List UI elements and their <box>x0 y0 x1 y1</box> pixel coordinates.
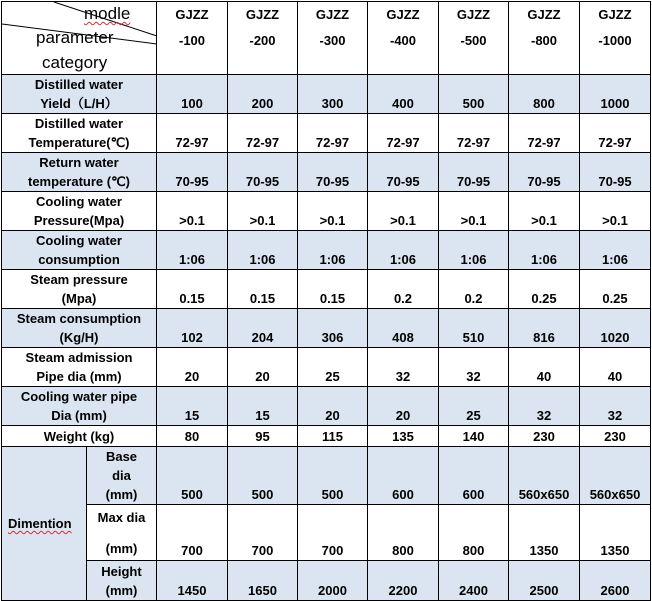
dimension-sub-label <box>87 505 157 561</box>
row-label-line: Weight (kg) <box>43 428 115 444</box>
table-cell: 0.25 <box>509 270 580 309</box>
row-label-line: Yield（L/H） <box>40 96 118 111</box>
row-label <box>2 231 157 270</box>
header-row <box>2 2 651 75</box>
row-label-line: Steam consumption <box>16 311 142 326</box>
corner-model-label: modle <box>84 4 131 23</box>
row-label <box>2 387 157 426</box>
table-cell: 140 <box>439 426 509 447</box>
table-cell: 72-97 <box>509 114 580 153</box>
table-cell: 800 <box>368 505 439 561</box>
table-cell: 800 <box>509 75 580 114</box>
dimension-sub-label <box>87 447 157 505</box>
corner-category-label: category <box>42 53 108 72</box>
row-label <box>2 348 157 387</box>
table-cell: 1650 <box>228 561 298 601</box>
model-prefix: GJZZ <box>456 7 491 22</box>
table-cell: 1:06 <box>157 231 228 270</box>
table-cell: >0.1 <box>157 192 228 231</box>
table-cell: 70-95 <box>439 153 509 192</box>
table-cell: 0.15 <box>228 270 298 309</box>
table-cell: 15 <box>157 387 228 426</box>
table-cell: 32 <box>580 387 651 426</box>
table-cell: 500 <box>298 447 368 505</box>
row-label <box>2 192 157 231</box>
table-cell: 95 <box>228 426 298 447</box>
table-cell: 40 <box>580 348 651 387</box>
dimension-sub-label-line: dia <box>112 468 131 483</box>
table-row <box>2 231 651 270</box>
row-label-line: Pressure(Mpa) <box>33 213 125 228</box>
table-cell: 20 <box>298 387 368 426</box>
model-header <box>228 2 298 75</box>
table-cell: 25 <box>298 348 368 387</box>
corner-cell <box>2 2 157 75</box>
dimension-sub-label-line: (mm) <box>105 540 138 556</box>
table-cell: 70-95 <box>228 153 298 192</box>
table-cell: 2500 <box>509 561 580 601</box>
table-row <box>2 270 651 309</box>
dimension-sub-label <box>87 561 157 601</box>
table-cell: 2400 <box>439 561 509 601</box>
table-cell: 40 <box>509 348 580 387</box>
table-cell: 1350 <box>509 505 580 561</box>
table-cell: 306 <box>298 309 368 348</box>
model-prefix: GJZZ <box>598 7 632 22</box>
row-label-line: Dia (mm) <box>51 408 107 423</box>
model-suffix: -200 <box>249 33 276 48</box>
table-cell: 72-97 <box>368 114 439 153</box>
table-cell: 0.15 <box>157 270 228 309</box>
model-header <box>439 2 509 75</box>
table-cell: 1000 <box>580 75 651 114</box>
row-label <box>2 270 157 309</box>
table-cell: 2600 <box>580 561 651 601</box>
table-cell: 2200 <box>368 561 439 601</box>
table-cell: 560x650 <box>509 447 580 505</box>
model-prefix: GJZZ <box>245 7 280 22</box>
table-cell: 32 <box>439 348 509 387</box>
table-cell: 72-97 <box>298 114 368 153</box>
table-cell: 200 <box>228 75 298 114</box>
table-cell: 230 <box>580 426 651 447</box>
row-label-line: Steam admission <box>25 350 133 365</box>
table-cell: 1020 <box>580 309 651 348</box>
table-cell: 0.2 <box>368 270 439 309</box>
table-cell: 0.25 <box>580 270 651 309</box>
table-cell: 70-95 <box>368 153 439 192</box>
table-cell: 80 <box>157 426 228 447</box>
table-cell: 560x650 <box>580 447 651 505</box>
table-cell: 510 <box>439 309 509 348</box>
row-label-line: Cooling water pipe <box>20 389 138 404</box>
table-row <box>2 114 651 153</box>
table-cell: 32 <box>509 387 580 426</box>
table-row <box>2 387 651 426</box>
table-cell: 20 <box>157 348 228 387</box>
model-prefix: GJZZ <box>315 7 350 22</box>
row-label-line: Pipe dia (mm) <box>36 369 122 384</box>
table-cell: >0.1 <box>439 192 509 231</box>
row-label-line: Temperature(℃) <box>28 135 130 150</box>
row-label-line: Distilled water <box>34 116 124 131</box>
table-cell: 230 <box>509 426 580 447</box>
table-cell: 1:06 <box>368 231 439 270</box>
table-cell: 204 <box>228 309 298 348</box>
table-cell: >0.1 <box>228 192 298 231</box>
model-header <box>157 2 228 75</box>
table-cell: 135 <box>368 426 439 447</box>
table-cell: 700 <box>298 505 368 561</box>
table-cell: 72-97 <box>580 114 651 153</box>
table-cell: 1450 <box>157 561 228 601</box>
table-cell: 32 <box>368 348 439 387</box>
table-cell: 2000 <box>298 561 368 601</box>
table-cell: 1:06 <box>580 231 651 270</box>
table-cell: 600 <box>439 447 509 505</box>
table-row <box>2 75 651 114</box>
table-cell: 70-95 <box>580 153 651 192</box>
table-cell: 15 <box>228 387 298 426</box>
row-label-line: (Kg/H) <box>59 330 99 345</box>
row-label <box>2 114 157 153</box>
table-cell: 500 <box>228 447 298 505</box>
table-row <box>2 309 651 348</box>
row-label-line: (Mpa) <box>61 291 97 306</box>
table-cell: 72-97 <box>157 114 228 153</box>
table-cell: 115 <box>298 426 368 447</box>
model-header <box>298 2 368 75</box>
model-suffix: -1000 <box>598 33 632 48</box>
table-cell: 800 <box>439 505 509 561</box>
dimension-row <box>2 561 651 601</box>
table-cell: >0.1 <box>580 192 651 231</box>
model-suffix: -800 <box>530 33 558 48</box>
table-cell: 1:06 <box>509 231 580 270</box>
table-cell: 408 <box>368 309 439 348</box>
table-cell: 0.2 <box>439 270 509 309</box>
corner-parameter-label: parameter <box>36 28 114 47</box>
table-row <box>2 348 651 387</box>
model-prefix: GJZZ <box>386 7 420 22</box>
dimension-sub-label-line: Base <box>105 449 138 464</box>
row-label-line: Distilled water <box>34 77 124 92</box>
table-cell: 1350 <box>580 505 651 561</box>
table-row <box>2 153 651 192</box>
row-label <box>2 426 157 447</box>
dimension-row <box>2 505 651 561</box>
table-cell: 400 <box>368 75 439 114</box>
dimension-row <box>2 447 651 505</box>
model-header <box>368 2 439 75</box>
table-cell: 0.15 <box>298 270 368 309</box>
dimension-sub-label-line: Height <box>101 563 142 579</box>
row-label <box>2 153 157 192</box>
table-cell: >0.1 <box>509 192 580 231</box>
table-cell: 102 <box>157 309 228 348</box>
table-cell: 816 <box>509 309 580 348</box>
row-label-line: temperature (℃) <box>27 174 130 189</box>
table-cell: 20 <box>228 348 298 387</box>
table-cell: 500 <box>439 75 509 114</box>
dimension-sub-label-line: (mm) <box>105 487 138 502</box>
row-label-line: Cooling water <box>36 194 122 209</box>
model-header <box>509 2 580 75</box>
table-cell: >0.1 <box>298 192 368 231</box>
dimension-sub-label-line: (mm) <box>105 582 138 598</box>
model-suffix: -100 <box>178 33 206 48</box>
row-label <box>2 309 157 348</box>
model-header <box>580 2 651 75</box>
dimension-label-text: Dimention <box>8 516 72 531</box>
table-cell: 700 <box>228 505 298 561</box>
table-cell: 1:06 <box>228 231 298 270</box>
model-suffix: -400 <box>389 33 417 48</box>
table-cell: 72-97 <box>439 114 509 153</box>
row-label-line: Return water <box>39 155 119 170</box>
spec-table <box>1 1 651 601</box>
table-cell: 72-97 <box>228 114 298 153</box>
table-cell: >0.1 <box>368 192 439 231</box>
table-cell: 300 <box>298 75 368 114</box>
table-cell: 500 <box>157 447 228 505</box>
table-cell: 700 <box>157 505 228 561</box>
table-cell: 25 <box>439 387 509 426</box>
table-row <box>2 426 651 447</box>
table-cell: 70-95 <box>509 153 580 192</box>
row-label <box>2 75 157 114</box>
table-cell: 1:06 <box>298 231 368 270</box>
row-label-line: Cooling water <box>36 233 122 248</box>
model-suffix: -300 <box>319 33 346 48</box>
row-label-line: Steam pressure <box>30 272 128 287</box>
table-cell: 70-95 <box>157 153 228 192</box>
table-cell: 600 <box>368 447 439 505</box>
table-cell: 20 <box>368 387 439 426</box>
dimension-label <box>2 447 87 601</box>
model-prefix: GJZZ <box>527 7 561 22</box>
dimension-sub-label-line: Max dia <box>97 509 146 525</box>
table-cell: 100 <box>157 75 228 114</box>
table-cell: 1:06 <box>439 231 509 270</box>
row-label-line: consumption <box>38 252 120 267</box>
table-cell: 70-95 <box>298 153 368 192</box>
model-prefix: GJZZ <box>175 7 209 22</box>
model-suffix: -500 <box>460 33 487 48</box>
table-row <box>2 192 651 231</box>
